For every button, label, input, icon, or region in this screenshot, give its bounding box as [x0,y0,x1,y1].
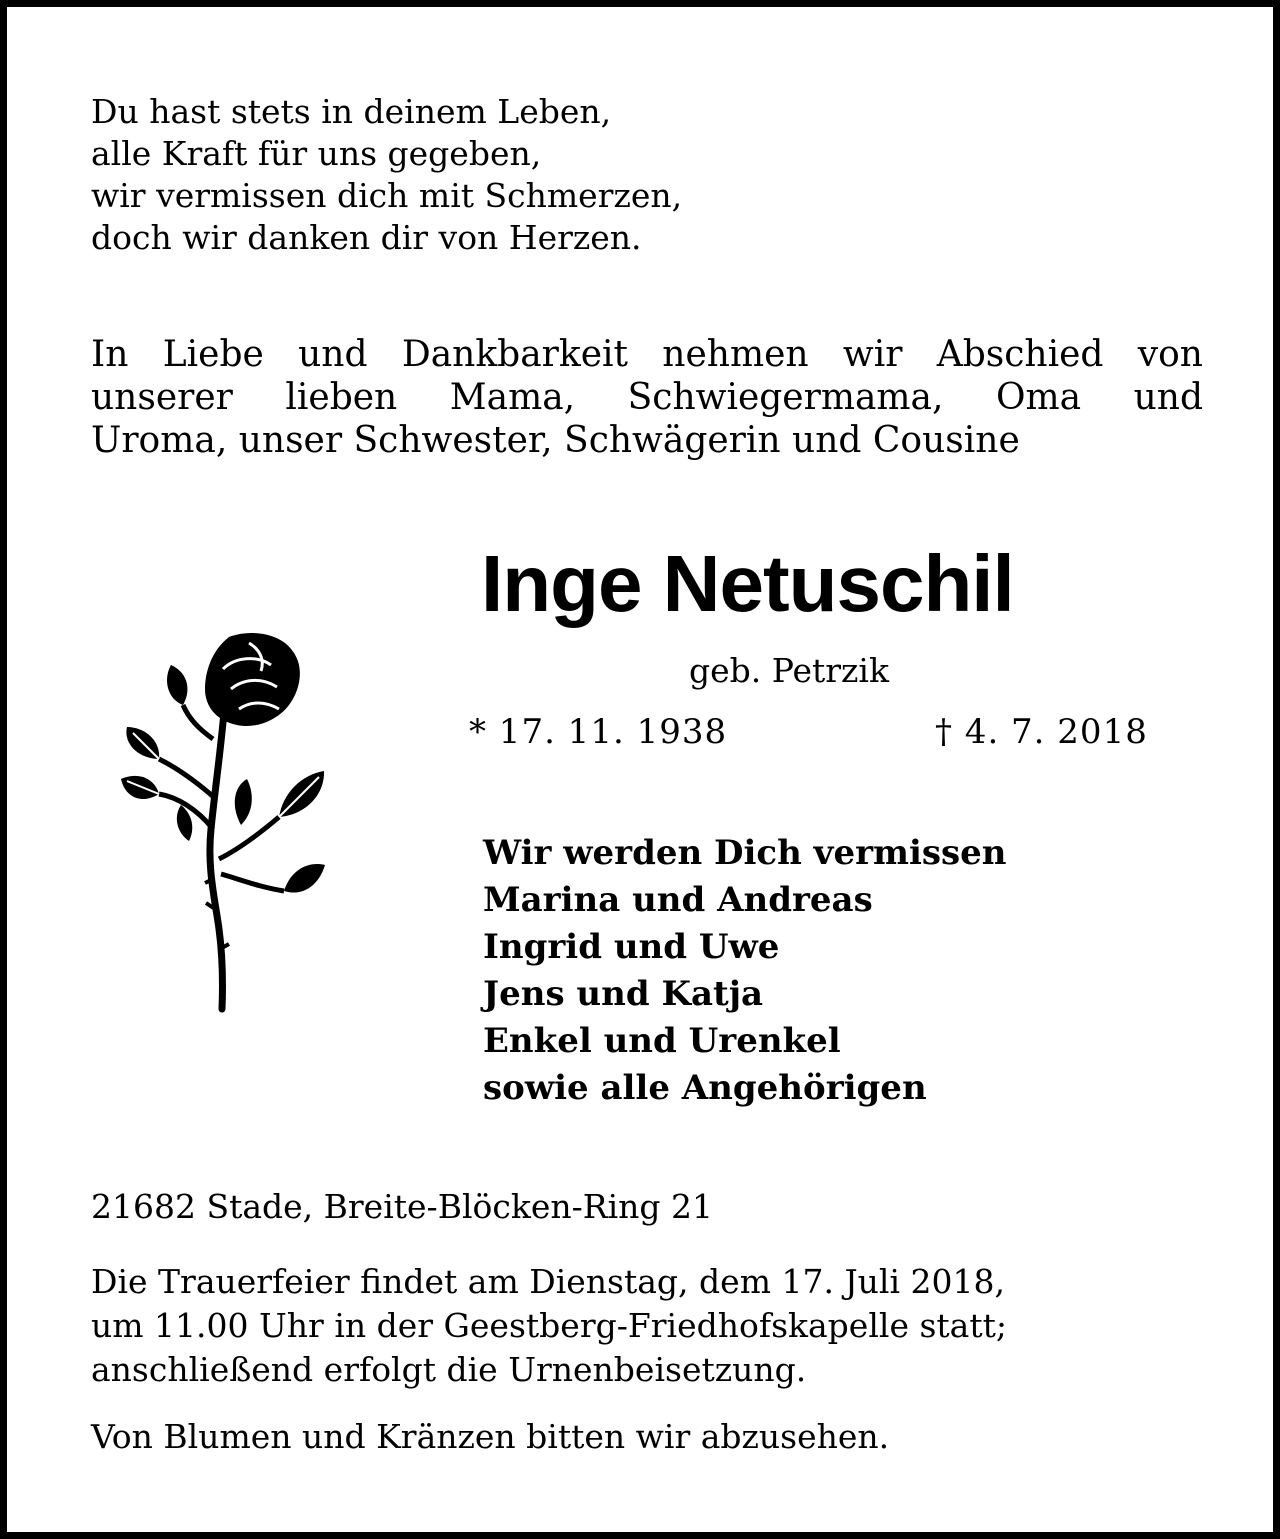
funeral-line: Die Trauerfeier findet am Dienstag, dem 17. Juli 2018, [91,1262,1005,1301]
funeral-info [91,1260,1007,1392]
intro-text [91,333,1203,462]
poem-line: doch wir danken dir von Herzen. [91,218,642,257]
mourners-line: Wir werden Dich vermissen [483,833,1007,873]
mourners-list [483,830,1007,1112]
maiden-name: geb. Petrzik [689,651,889,690]
poem-line: alle Kraft für uns gegeben, [91,134,542,173]
mourners-line: Ingrid und Uwe [483,927,780,967]
funeral-line: anschließend erfolgt die Urnenbeisetzung. [91,1350,807,1389]
mourners-line: sowie alle Angehörigen [483,1068,927,1108]
address: 21682 Stade, Breite-Blöcken-Ring 21 [91,1187,714,1226]
birth-date: * 17. 11. 1938 [469,712,728,752]
poem [91,91,682,259]
intro-line: unserer lieben Mama, Schwiegermama, Oma und [91,377,1203,418]
mourners-line: Enkel und Urenkel [483,1021,841,1061]
flowers-note: Von Blumen und Kränzen bitten wir abzusehen. [91,1417,890,1456]
poem-line: Du hast stets in deinem Leben, [91,92,612,131]
funeral-line: um 11.00 Uhr in der Geestberg-Friedhofskapelle statt; [91,1306,1007,1345]
deceased-name: Inge Netuschil [481,539,1014,628]
rose-icon [119,629,344,1014]
poem-line: wir vermissen dich mit Schmerzen, [91,176,683,215]
intro-line: Uroma, unser Schwester, Schwägerin und Cousine [91,420,1020,461]
death-date: † 4. 7. 2018 [935,712,1148,752]
intro-line: In Liebe und Dankbarkeit nehmen wir Abschied von [91,334,1203,375]
mourners-line: Marina und Andreas [483,880,873,920]
mourners-line: Jens und Katja [483,974,764,1014]
